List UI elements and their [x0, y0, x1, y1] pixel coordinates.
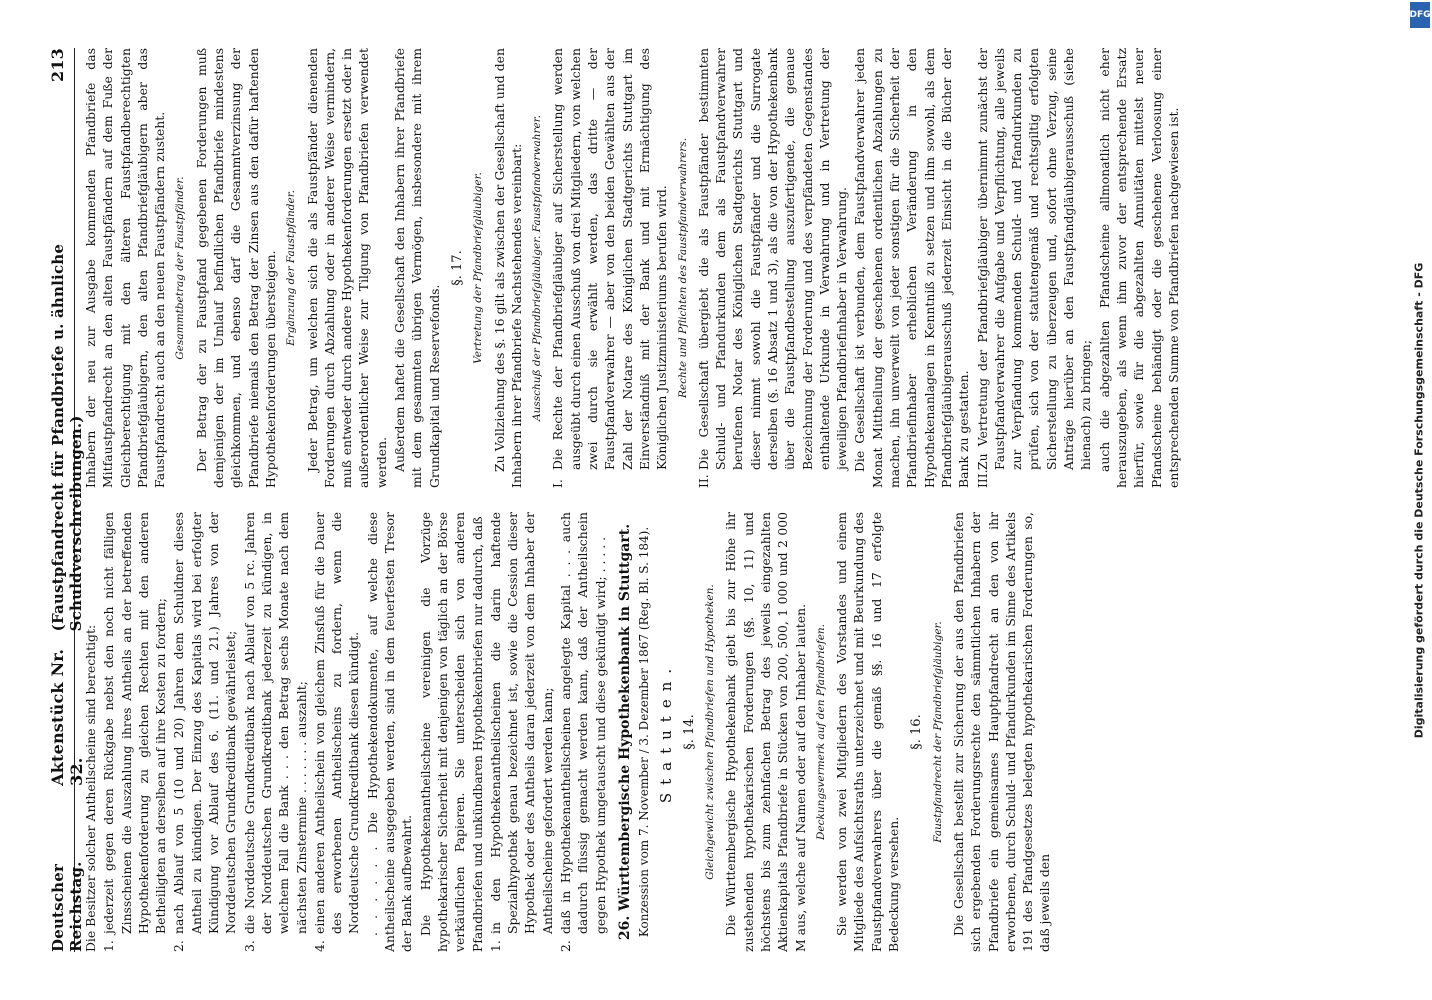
list-item: II. Die Gesellschaft übergiebt die als Faustpfänder bestimmten Schuld- und Pfandurkunden dem als Faustpfandverwahrer berufenen Notar des Königlichen Stadtgerichts Stuttgart und dieser nimmt sowohl die Faustpfänder und die Surrogate derselben (§. 16 Absatz 1 und 3), als die von der Hypothekenbank über die Faustpfandbestellung auszufertigende, die genaue Bezeichnung der Forderung und des verpfändeten Gegenstandes enthaltende Urkunde in Verwahrung und in Vertretung der jeweiligen Pfandbriefinhaber in Verwahrung.: [695, 48, 850, 488]
paragraph: Die Württembergische Hypothekenbank giebt bis zur Höhe ihr zustehenden hypothekarischen Forderungen (§§. 10, 11) und höchstens bis zum zehnfachen Betrag des jeweils eingezahlten Aktienkapitals Pfandbriefe in Stücken von 200, 500, 1 000 und 2 000 M aus, welche auf Namen oder auf den Inhaber lauten.: [723, 512, 808, 952]
marginal-heading: Gesammtbetrag der Faustpfänder.: [174, 176, 187, 360]
section-title: 26. Württembergische Hypothekenbank in Stuttgart.: [616, 523, 633, 941]
list-item: 2. daß in Hypothekenantheilscheinen angelegte Kapital . . . auch dadurch flüssig gemacht werden kann, daß der Antheilschein gegen Hypothek umgetauscht und diese gekündigt wird; . . . . .: [558, 512, 608, 952]
marginal-heading: Faustpfandrecht der Pfandbriefgläubiger.: [931, 621, 944, 843]
dfg-logo: DFG: [1410, 2, 1430, 28]
header-left: Deutscher Reichstag.: [49, 861, 85, 952]
paragraph: Inhabern der neu zur Ausgabe kommenden Pfandbriefe das Mitfaustpfandrecht an den alten Faustpfändern auf dem Fuße der Gleichberechtigung mit den älteren Faustpfandberechtigten Pfandbriefgläubigern, den alten Pfandbriefgläubigern aber das Faustpfandrecht auch an den neuen Faustpfändern zusteht.: [83, 48, 168, 488]
list-item: 3. die Norddeutsche Grundkreditbank nach Ablauf von 5 rc. Jahren der Norddeutschen Grundkreditbank jederzeit zu kündigen, in welchem Fall die Bank . . . den Betrag sechs Monate nach dem nächsten Zinstermine . . . . . . . auszahlt;: [241, 512, 309, 952]
marginal-heading: Vertretung der Pfandbriefgläubiger.: [472, 172, 485, 364]
document-page: [26, 20, 1406, 980]
list-item-text: jederzeit gegen deren Rückgabe nebst den noch nicht fälligen Zinsscheinen die Auszahlung ihres Antheils an der betreffenden Hypothekenforderung zu gleichen Rechten mit den anderen Betheiligten an derselben auf ihre Kosten zu fordern;: [101, 512, 169, 934]
paragraph-number: §. 14.: [681, 714, 697, 750]
marginal-heading: Gleichgewicht zwischen Pfandbriefen und Hypotheken.: [704, 584, 717, 880]
marginal-heading: Rechte und Pflichten des Faustpfandverwahrers.: [676, 137, 689, 399]
marginal-heading: Ergänzung der Faustpfänder.: [285, 190, 298, 346]
paragraph: Die Besitzer solcher Antheilscheine sind berechtigt:: [83, 624, 98, 952]
right-column: [82, 48, 1386, 488]
digitization-credit: [1408, 0, 1430, 1000]
list-item-text: einen anderen Antheilschein von gleichem Zinsfuß für die Dauer des erworbenen Antheilscheins zu fordern, wenn die Norddeutsche Grundkreditbank diesen kündigt.: [311, 512, 362, 934]
left-column: [82, 512, 1386, 952]
paragraph: Jeder Betrag, um welchen sich die als Faustpfänder dienenden Forderungen durch Abzahlung oder in anderer Weise vermindern, muß entweder durch andere Hypothekenforderungen ersetzt oder in außerordentlicher Weise zur Tilgung von Pfandbriefen verwendet werden.: [304, 48, 389, 488]
paragraph: Die Gesellschaft ist verbunden, dem Faustpfandverwahrer jeden Monat Mittheilung der geschehenen ordentlichen Abzahlungen zu machen, ihn unverweilt von jeder sonstigen für die Sicherheit der Pfandbriefinhaber erheblichen Veränderung in den Hypothekenanlagen in Kenntniß zu setzen und ihm sowohl, als dem Pfandbriefgläubigerausschuß jederzeit Einsicht in die Bücher der Bank zu gestatten.: [852, 48, 972, 488]
marginal-heading: Ausschuß der Pfandbriefgläubiger. Faustpfandverwahrer.: [531, 115, 544, 421]
list-item: III. Zu Vertretung der Pfandbriefgläubiger übernimmt zunächst der Faustpfandverwahrer die Aufgabe und Verpflichtung, alle jeweils zur Verpfändung kommenden Schuld- und Pfandurkunden zu prüfen, sich von der statutengemäß und rechtsgiltig erfolgten Sicherstellung zu überzeugen und, sofort ohne Verzug, seine Anträge hierüber an den Faustpfandgläubigerausschuß (siehe hienach) zu bringen;: [974, 48, 1094, 488]
list-item-text: Die Rechte der Pfandbriefgläubiger auf Sicherstellung werden ausgeübt durch einen Ausschuß von drei Mitgliedern, von welchen zwei durch sie erwählt werden, das dritte — der Faustpfandverwahrer — aber von den beiden Gewählten aus der Zahl der Notare des Königlichen Stadtgerichts Stuttgart im Einverständniß mit der Bank und mit Ermächtigung des Königlichen Justizministeriums berufen wird.: [550, 48, 670, 470]
paragraph: Zu Vollziehung des §. 16 gilt als zwischen der Gesellschaft und den Inhabern ihrer Pfandbriefe Nachstehendes vereinbart:: [491, 48, 524, 488]
marginal-heading: Deckungsvermerk auf den Pfandbriefen.: [814, 623, 827, 841]
concession-line: Konzession vom 7. November / 3. Dezember 1867 (Reg. Bl. S. 184).: [637, 526, 652, 938]
paragraph-number: §. 16.: [909, 714, 925, 750]
paragraph: Sie werden von zwei Mitgliedern des Vorstandes und einem Mitgliede des Aufsichtsraths unterzeichnet und mit Beurkundung des Faustpfandverwahrers über die gemäß §§. 16 und 17 erfolgte Bedeckung versehen.: [834, 512, 902, 952]
list-item-text: Zu Vertretung der Pfandbriefgläubiger übernimmt zunächst der Faustpfandverwahrer die Aufgabe und Verpflichtung, alle jeweils zur Verpfändung kommenden Schuld- und Pfandurkunden zu prüfen, sich von der statutengemäß und rechtsgiltig erfolgten Sicherstellung zu überzeugen und, sofort ohne Verzug, seine Anträge hierüber an den Faustpfandgläubigerausschuß (siehe hienach) zu bringen;: [974, 48, 1094, 470]
list-item-text: in den Hypothekenantheilscheinen die darin haftende Spezialhypothek genau bezeichnet ist, sowie die Cession dieser Hypothek oder des Antheils daran jederzeit von dem Inhaber der Antheilscheine gefordert werden kann;: [487, 512, 555, 934]
paragraph: . . . . . . Die Hypothekendokumente, auf welche diese Antheilscheine ausgegeben werden, sind in dem feuerfesten Tresor der Bank aufbewahrt.: [364, 512, 415, 952]
list-item: 1. in den Hypothekenantheilscheinen die darin haftende Spezialhypothek genau bezeichnet ist, sowie die Cession dieser Hypothek oder des Antheils daran jederzeit von dem Inhaber der Antheilscheine gefordert werden kann;: [487, 512, 555, 952]
paragraph: auch die abgezahlten Pfandscheine allmonatlich nicht eher herauszugeben, als wenn ihm zuvor der entsprechende Ersatz hierfür, sowie für die abgezahlten Annuitäten mittelst neuer Pfandscheine behändigt oder die geschehene Verloosung einer entsprechenden Summe von Pfandbriefen nachgewiesen ist.: [1096, 48, 1181, 488]
statute-heading: Statuten.: [656, 660, 675, 804]
running-header: [48, 48, 86, 952]
paragraph: Die Hypothekenantheilscheine vereinigen die Vorzüge hypothekarischer Sicherheit mit denjenigen von täglich an der Börse verkäuflichen Papieren. Sie unterscheiden sich von anderen Pfandbriefen und unkündbaren Hypothekenbriefen nur dadurch, daß: [417, 512, 485, 952]
paragraph: Außerdem haftet die Gesellschaft den Inhabern ihrer Pfandbriefe mit dem gesammten übrigen Vermögen, insbesondere mit ihrem Grundkapital und Reservefonds.: [392, 48, 442, 488]
text-columns: [82, 48, 1386, 952]
paragraph-number: §. 17.: [449, 250, 465, 286]
page-number: 213: [48, 48, 67, 82]
list-item-text: nach Ablauf von 5 (10 und 20) Jahren dem Schuldner dieses Antheil zu kündigen. Der Einzug des Kapitals wird bei erfolgter Kündigung vor Ablauf des 6. (11. und 21.) Jahres von der Norddeutschen Grundkreditbank gewährleistet;: [171, 512, 239, 934]
header-right: (Faustpfandrecht für Pfandbriefe u. ähnliche Schuldverschreibungen.): [49, 243, 85, 632]
paragraph: Die Gesellschaft bestellt zur Sicherung der aus den Pfandbriefen sich ergebenden Forderungsrechte den sämmtlichen Inhabern der Pfandbriefe ein gemeinsames Hauptpfandrecht an den von ihr erworbenen, durch Schuld- und Pfandurkunden im Sinne des Artikels 191 des Pfandgesetzes belegten hypothekarischen Forderungen so, daß jeweils den: [950, 512, 1053, 952]
digitization-credit-text: Digitalisierung gefördert durch die Deutsche Forschungsgemeinschaft - DFG: [1412, 262, 1426, 738]
list-item: 1. jederzeit gegen deren Rückgabe nebst den noch nicht fälligen Zinsscheinen die Auszahlung ihres Antheils an der betreffenden Hypothekenforderung zu gleichen Rechten mit den anderen Betheiligten an derselben auf ihre Kosten zu fordern;: [101, 512, 169, 952]
list-item: 2. nach Ablauf von 5 (10 und 20) Jahren dem Schuldner dieses Antheil zu kündigen. Der Einzug des Kapitals wird bei erfolgter Kündigung vor Ablauf des 6. (11. und 21.) Jahres von der Norddeutschen Grundkreditbank gewährleistet;: [171, 512, 239, 952]
list-item-text: daß in Hypothekenantheilscheinen angelegte Kapital . . . auch dadurch flüssig gemacht werden kann, daß der Antheilschein gegen Hypothek umgetauscht und diese gekündigt wird; . . . . .: [558, 512, 608, 934]
header-middle: Aktenstück Nr. 32.: [48, 648, 86, 786]
list-item: I. Die Rechte der Pfandbriefgläubiger auf Sicherstellung werden ausgeübt durch einen Ausschuß von drei Mitgliedern, von welchen zwei durch sie erwählt werden, das dritte — der Faustpfandverwahrer — aber von den beiden Gewählten aus der Zahl der Notare des Königlichen Stadtgerichts Stuttgart im Einverständniß mit der Bank und mit Ermächtigung des Königlichen Justizministeriums berufen wird.: [550, 48, 670, 488]
list-item: 4. einen anderen Antheilschein von gleichem Zinsfuß für die Dauer des erworbenen Antheilscheins zu fordern, wenn die Norddeutsche Grundkreditbank diesen kündigt.: [311, 512, 362, 952]
paragraph: Der Betrag der zu Faustpfand gegebenen Forderungen muß demjenigen der im Umlauf befindlichen Pfandbriefe mindestens gleichkommen, und ebenso darf die Gesammtverzinsung der Pfandbriefe niemals den Betrag der Zinsen aus den dafür haftenden Hypothekenforderungen übersteigen.: [193, 48, 278, 488]
list-item-text: Die Gesellschaft übergiebt die als Faustpfänder bestimmten Schuld- und Pfandurkunden dem als Faustpfandverwahrer berufenen Notar des Königlichen Stadtgerichts Stuttgart und dieser nimmt sowohl die Faustpfänder und die Surrogate derselben (§. 16 Absatz 1 und 3), als die von der Hypothekenbank über die Faustpfandbestellung auszufertigende, die genaue Bezeichnung der Forderung und des verpfändeten Gegenstandes enthaltende Urkunde in Verwahrung und in Vertretung der jeweiligen Pfandbriefinhaber in Verwahrung.: [695, 48, 850, 470]
list-item-text: die Norddeutsche Grundkreditbank nach Ablauf von 5 rc. Jahren der Norddeutschen Grundkreditbank jederzeit zu kündigen, in welchem Fall die Bank . . . den Betrag sechs Monate nach dem nächsten Zinstermine . . . . . . . auszahlt;: [241, 512, 309, 934]
